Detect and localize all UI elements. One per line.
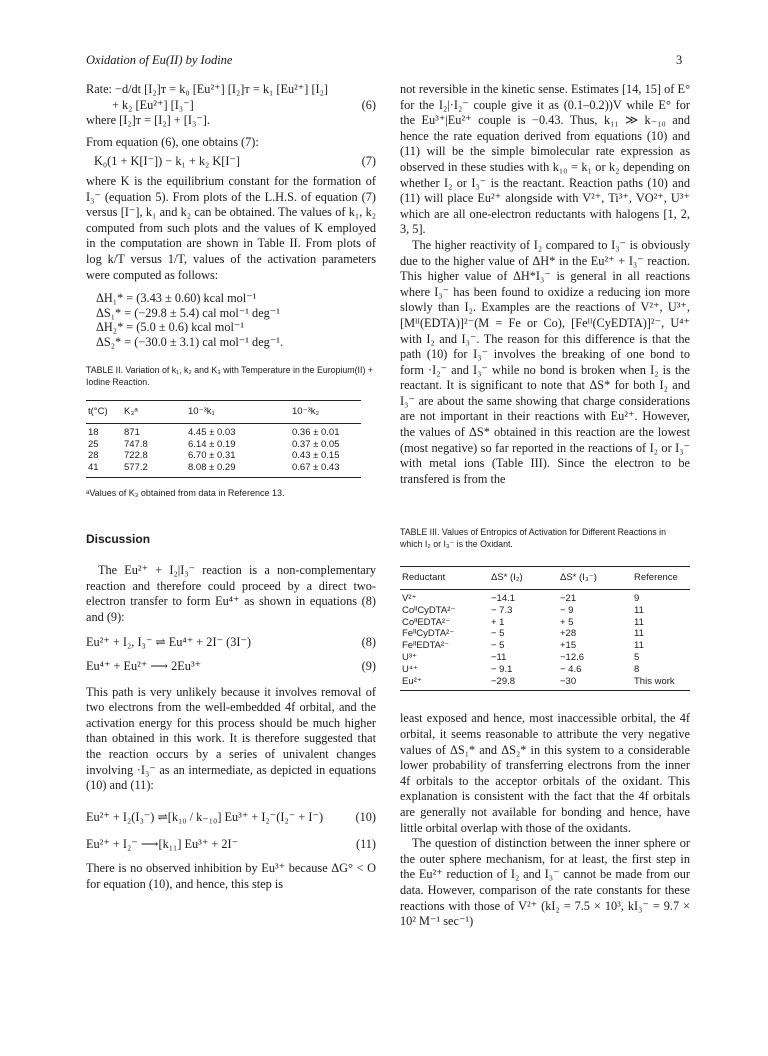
equation-number-8: (8) <box>361 635 376 650</box>
table-cell: 577.2 <box>124 462 148 474</box>
delta-h1: ΔH₁* = (3.43 ± 0.60) kcal mol⁻¹ <box>96 291 257 306</box>
table-cell: 25 <box>88 438 99 450</box>
rate-line-2: + k₂ [Eu²⁺] [I₃⁻] <box>112 97 194 112</box>
table-row <box>400 590 690 605</box>
table-cell: 0.36 ± 0.01 <box>292 426 340 438</box>
table-cell: −14.1 <box>491 593 516 605</box>
table-row <box>400 605 690 617</box>
equation-number-7: (7) <box>361 154 376 169</box>
table-row <box>400 664 690 676</box>
table-cell: This work <box>634 675 675 687</box>
table-cell: −21 <box>560 593 577 605</box>
paragraph: least exposed and hence, most inaccessible orbital, the 4f orbital, it seems reasonable to attribute the very negative values of ΔS₁* and ΔS₂* in this system to a considerable lower probability of transferring electrons from the inner 4f orbitals to the acceptor orbitals of the oxidant. This explanation is consistent with the fact that the 4f orbitals are generally not available for bonding and hence, have little orbital overlap with those of the oxidants. <box>400 711 690 835</box>
table-cell: 11 <box>634 616 644 628</box>
equation-number-9: (9) <box>361 659 376 674</box>
table-row <box>86 423 361 438</box>
paragraph: This path is very unlikely because it involves removal of two electrons from the well-embedded 4f orbital, and the activation energy for this process should be much higher than obtained in this work. It is therefore suggested that the reaction occurs by a series of univalent changes involving ·I₃⁻ as an intermediate, as depicted in equations (10) and (11): <box>86 684 376 793</box>
table-cell: −29.8 <box>491 675 516 687</box>
table-row <box>86 450 361 462</box>
table-cell: + 1 <box>491 616 505 628</box>
table-row <box>86 462 361 477</box>
table-cell: +28 <box>560 628 577 640</box>
equation-number-10: (10) <box>355 809 376 824</box>
table-header: ΔS* (I₃⁻) <box>560 572 597 584</box>
equation-number-11: (11) <box>355 837 376 852</box>
table-cell: 8.08 ± 0.29 <box>188 462 236 474</box>
table-header: 10⁻³k₂ <box>292 406 320 418</box>
page-number: 3 <box>676 53 683 67</box>
table-cell: 8 <box>634 663 640 675</box>
table-cell: 5 <box>634 652 640 664</box>
table-cell: U³⁺ <box>402 652 418 664</box>
table-cell: 41 <box>88 462 99 474</box>
table-row <box>400 628 690 640</box>
equation-7-body: K₀(1 + K[I⁻]) − k₁ + k₂ K[I⁻] <box>94 154 241 169</box>
table-cell: − 9.1 <box>491 663 513 675</box>
from-equation-text: From equation (6), one obtains (7): <box>86 134 259 149</box>
table-cell: 871 <box>124 426 140 438</box>
where-line: where [I₂]ᴛ = [I₂] + [I₃⁻]. <box>86 113 210 128</box>
table-row <box>86 439 361 451</box>
table-header: t(°C) <box>88 406 108 418</box>
paragraph: There is no observed inhibition by Eu³⁺ because ΔG° < O for equation (10), and hence, this step is <box>86 861 376 891</box>
equation-10-body: Eu²⁺ + I₂(I₃⁻) ⇌[k₁₀ / k₋₁₀] Eu³⁺ + I₂⁻(I₂⁻ + I⁻) <box>86 809 324 824</box>
table-cell: CoᴵᴵCyDTA²⁻ <box>402 604 456 616</box>
table-row <box>400 652 690 664</box>
equation-8-body: Eu²⁺ + I₂, I₃⁻ ⇌ Eu⁴⁺ + 2I⁻ (3I⁻) <box>86 635 252 650</box>
table-cell: 11 <box>634 628 644 640</box>
table-cell: − 5 <box>491 628 505 640</box>
table-cell: 11 <box>634 640 644 652</box>
delta-h2: ΔH₂* = (5.0 ± 0.6) kcal mol⁻¹ <box>96 320 245 335</box>
equation-number-6: (6) <box>361 97 376 112</box>
table-cell: 6.14 ± 0.19 <box>188 438 236 450</box>
table-cell: 11 <box>634 604 644 616</box>
table-cell: 6.70 ± 0.31 <box>188 450 236 462</box>
equation-11-body: Eu²⁺ + I₂⁻ ⟶[k₁₁] Eu³⁺ + 2I⁻ <box>86 837 239 852</box>
table-cell: 0.67 ± 0.43 <box>292 462 340 474</box>
table-header: 10⁻³k₁ <box>188 406 215 418</box>
table-row <box>400 676 690 691</box>
left-column <box>86 82 376 892</box>
table-cell: U⁴⁺ <box>402 663 418 675</box>
delta-s2: ΔS₂* = (−30.0 ± 3.1) cal mol⁻¹ deg⁻¹. <box>96 334 284 349</box>
rate-equation <box>86 82 376 98</box>
equation-7 <box>86 154 376 170</box>
table-cell: 9 <box>634 593 640 605</box>
section-heading-discussion: Discussion <box>86 531 151 546</box>
rate-line-1: Rate: −d/dt [I₂]ᴛ = k₀ [Eu²⁺] [I₂]ᴛ = k₁ [Eu²⁺] [I₂] <box>86 82 329 96</box>
paragraph: not reversible in the kinetic sense. Estimates [14, 15] of E° for the I₂|·I₂⁻ couple give it as (0.1–0.2))V while E° for the Eu³⁺|Eu²⁺ couple is −0.43. Thus, k₁₁ ≫ k₋₁₀ and hence the rate equation derived from equations (10) and (11) will be the simple bimolecular rate expression as observed in these studies with k₁₀ = k₁ or k₂ depending on whether I₂ or I₃⁻ is the reactant. Reaction paths (10) and (11) will place Eu²⁺ alongside with V²⁺, Ti³⁺, VO²⁺, U³⁺ which are all one-electron reductants with halogens [1, 2, 3, 5]. <box>400 82 690 237</box>
table-cell: −12.6 <box>560 652 585 664</box>
table-cell: FeᴵᴵCyDTA²⁻ <box>402 628 455 640</box>
table-cell: V²⁺ <box>402 593 417 605</box>
table-2 <box>86 400 361 478</box>
table-header: K₃ᵃ <box>124 406 138 418</box>
table-cell: − 7.3 <box>491 604 513 616</box>
table-row <box>400 617 690 629</box>
table-cell: CoᴵᴵEDTA²⁻ <box>402 616 451 628</box>
table-cell: 0.37 ± 0.05 <box>292 438 340 450</box>
rate-equation-cont <box>86 98 376 114</box>
table-cell: 4.45 ± 0.03 <box>188 426 236 438</box>
table-cell: − 4.6 <box>560 663 582 675</box>
table-row <box>400 640 690 652</box>
table-header: Reductant <box>402 572 446 584</box>
table-cell: −30 <box>560 675 577 687</box>
running-title: Oxidation of Eu(II) by Iodine <box>86 53 233 67</box>
table-2-caption: TABLE II. Variation of k₁, k₂ and K₃ with Temperature in the Europium(II) + Iodine Reaction. <box>86 365 373 387</box>
equation-8 <box>86 635 376 651</box>
right-column <box>400 82 690 930</box>
table-cell: 0.43 ± 0.15 <box>292 450 340 462</box>
paragraph: The higher reactivity of I₂ compared to I₃⁻ is obviously due to the higher value of ΔH* in the Eu²⁺ + I₃⁻ reaction. This higher value of ΔH*I₃⁻ is general in all reactions where I₃⁻ has been found to oxidize a reducing ion more slowly than I₂. Examples are the reactions of V²⁺, U³⁺, [Mᴵᴵ(EDTA)]²⁻(M = Fe or Co), [Feᴵᴵ(CyEDTA)]²⁻, U⁴⁺ with I₂ and I₃⁻. The reason for this difference is that the path (10) for I₃⁻ involves the breaking of one bond to form ·I₂⁻ and I₃⁻ while no bond is broken when I₂ is the reactant. It is significant to note that ΔS* for both I₂ and I₃⁻ are about the same showing that charge considerations are not important in their reactions with Eu²⁺. However, the values of ΔS* obtained in this reaction are the lowest (most negative) so far reported in the reactions of I₂ or I₃⁻ with metal ions (Table III). Since the electron to be transfered is from the <box>400 237 690 486</box>
delta-s1: ΔS₁* = (−29.8 ± 5.4) cal mol⁻¹ deg⁻¹ <box>96 305 280 320</box>
table-cell: 747.8 <box>124 438 148 450</box>
table-cell: Eu²⁺ <box>402 675 422 687</box>
table-cell: + 5 <box>560 616 574 628</box>
table-3-caption: TABLE III. Values of Entropics of Activation for Different Reactions in which I₂ or I₃⁻ is the Oxidant. <box>400 527 666 549</box>
table-cell: FeᴵᴵEDTA²⁻ <box>402 640 450 652</box>
table-cell: − 9 <box>560 604 574 616</box>
equation-11 <box>86 837 376 853</box>
paragraph: where K is the equilibrium constant for the formation of I₃⁻ (equation 5). From plots of the L.H.S. of equation (7) versus [I⁻], k₁ and k₂ can be obtained. The values of k₁, k₂ computed from such plots and the values of K employed in the computation are shown in Table II. From plots of log k/T versus 1/T, values of the activation parameters were computed as follows: <box>86 173 376 282</box>
activation-parameters <box>86 291 376 349</box>
table-2-footnote: ᵃValues of K₃ obtained from data in Reference 13. <box>86 487 285 498</box>
table-cell: − 5 <box>491 640 505 652</box>
paragraph: The Eu²⁺ + I₂|I₃⁻ reaction is a non-complementary reaction and therefore could proceed by a direct two-electron transfer to form Eu⁴⁺ as shown in equations (8) and (9): <box>86 563 376 624</box>
paragraph: The question of distinction between the inner sphere or the outer sphere mechanism, for at least, the first step in the Eu²⁺ reduction of I₂ and I₃⁻ cannot be made from our data. However, comparison of the rate constants for these reactions with those of V²⁺ (kI₂ = 7.5 × 10³, kI₃⁻ = 9.7 × 10² M⁻¹ sec⁻¹) <box>400 836 690 929</box>
equation-9 <box>86 659 376 675</box>
table-cell: 28 <box>88 450 99 462</box>
table-3 <box>400 566 690 691</box>
table-header: ΔS* (I₂) <box>491 572 523 584</box>
table-cell: +15 <box>560 640 577 652</box>
table-header: Reference <box>634 572 678 584</box>
table-cell: 722.8 <box>124 450 148 462</box>
table-cell: −11 <box>491 652 507 664</box>
table-cell: 18 <box>88 426 99 438</box>
equation-10 <box>86 810 376 826</box>
equation-9-body: Eu⁴⁺ + Eu²⁺ ⟶ 2Eu³⁺ <box>86 659 202 674</box>
